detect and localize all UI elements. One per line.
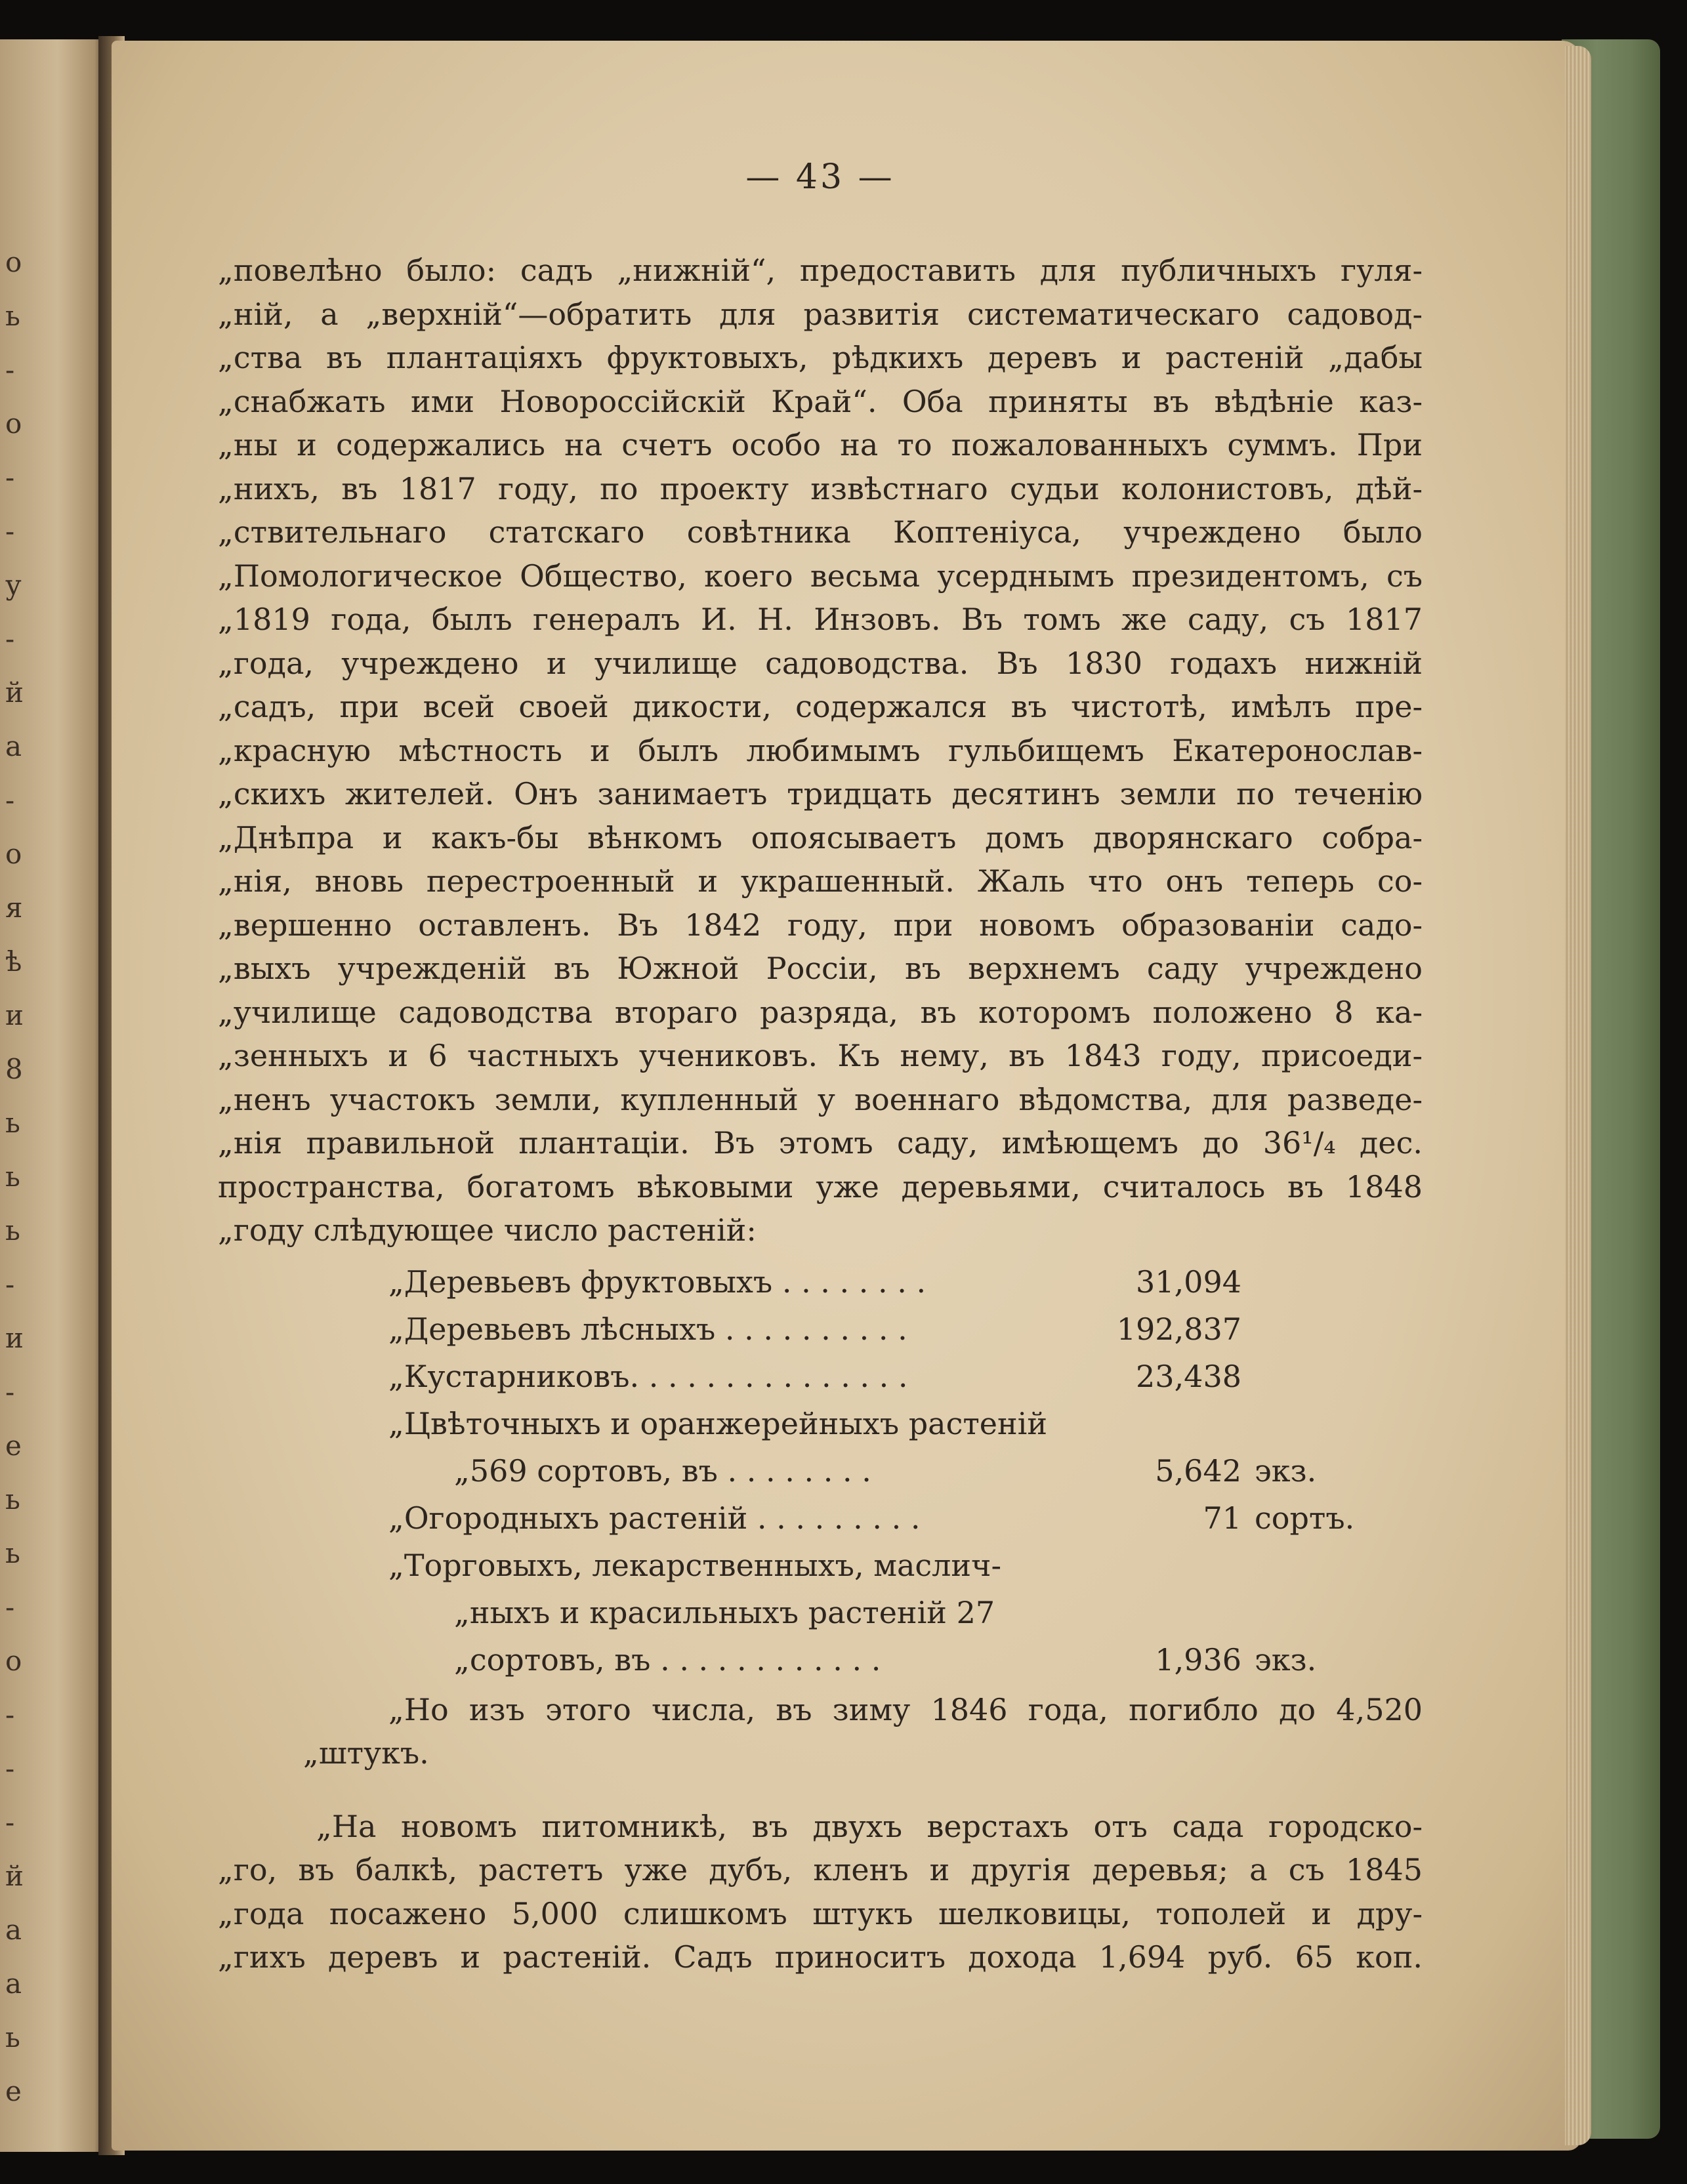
left-page-char: - (5, 1591, 15, 1623)
left-page-char: о (5, 1645, 22, 1677)
table-row-label: „Торговыхъ, лекарственныхъ, маслич- (388, 1547, 1001, 1583)
table-row-label: „сортовъ, въ . . . . . . . . . . . . (454, 1641, 881, 1678)
left-page-char: - (5, 1752, 15, 1784)
table-row-label: „Кустарниковъ. . . . . . . . . . . . . . . (388, 1358, 908, 1394)
text-line: „Днѣпра и какъ-бы вѣнкомъ опоясываетъ домъ дворянскаго собра- (218, 819, 1423, 855)
text-line: „года, учреждено и училище садоводства. Въ 1830 годахъ нижній (218, 645, 1423, 681)
text-line: „повелѣно было: садъ „нижній“, предоставить для публичныхъ гуля- (218, 253, 1423, 288)
table-row-value: 1,936 (1155, 1641, 1241, 1678)
text-line: „нія правильной плантаціи. Въ этомъ саду, имѣющемъ до 36¹/₄ дес. (218, 1125, 1423, 1161)
table-row-value: 192,837 (1116, 1311, 1241, 1347)
left-page-char: ь (5, 1214, 20, 1247)
table-row-label: „ныхъ и красильныхъ растеній 27 (454, 1594, 995, 1630)
left-page-char: 8 (5, 1053, 23, 1085)
left-page-char: - (5, 623, 15, 655)
text-line: „ненъ участокъ земли, купленный у военнаго вѣдомства, для разведе- (218, 1081, 1423, 1117)
table-row-label: „Огородныхъ растеній . . . . . . . . . (388, 1500, 921, 1536)
left-page-char: ь (5, 2021, 20, 2053)
table-row-value: 23,438 (1136, 1358, 1241, 1394)
text-line: „нихъ, въ 1817 году, по проекту извѣстнаго судьи колонистовъ, дѣй- (218, 470, 1423, 506)
left-page-char: - (5, 1268, 15, 1300)
left-page-char: - (5, 784, 15, 816)
table-row (218, 1592, 1423, 1634)
left-page-char: о (5, 407, 22, 440)
table-row (218, 1639, 1423, 1681)
text-line: пространства, богатомъ вѣковыми уже деревьями, считалось въ 1848 (218, 1168, 1423, 1205)
table-row-unit: экз. (1255, 1453, 1317, 1489)
table-row (218, 1308, 1423, 1350)
table-row-unit: экз. (1255, 1641, 1317, 1678)
text-line: „снабжать ими Новороссійскій Край“. Оба приняты въ вѣдѣніе каз- (218, 383, 1423, 419)
text-line: „штукъ. (303, 1735, 429, 1771)
text-line: „училище садоводства втораго разряда, въ которомъ положено 8 ка- (218, 994, 1423, 1030)
left-page-char: и (5, 999, 24, 1031)
text-line: „красную мѣстность и былъ любимымъ гульбищемъ Екатеронослав- (218, 732, 1423, 768)
left-page-char: а (5, 1968, 22, 2000)
table-row (218, 1261, 1423, 1303)
text-line: „зенныхъ и 6 частныхъ учениковъ. Къ нему, въ 1843 году, присоеди- (218, 1038, 1423, 1073)
table-row-unit: сортъ. (1255, 1500, 1355, 1536)
left-page-char: - (5, 1376, 15, 1408)
left-page-char: - (5, 1699, 15, 1731)
left-page-char: я (5, 892, 23, 924)
text-line: „На новомъ питомникѣ, въ двухъ верстахъ отъ сада городско- (316, 1808, 1423, 1844)
table-row-value: 31,094 (1136, 1264, 1241, 1300)
text-line: „вершенно оставленъ. Въ 1842 году, при новомъ образованіи садо- (218, 907, 1423, 943)
text-line: „1819 года, былъ генералъ И. Н. Инзовъ. Въ томъ же саду, съ 1817 (218, 602, 1423, 637)
left-page-char: у (5, 569, 22, 601)
table-row (218, 1450, 1423, 1492)
text-line: „Но изъ этого числа, въ зиму 1846 года, погибло до 4,520 (388, 1691, 1423, 1727)
text-line: „Помологическое Общество, коего весьма усерднымъ президентомъ, съ (218, 558, 1423, 594)
left-page-char: ь (5, 1483, 20, 1515)
page-stack-edge (1565, 46, 1591, 2145)
left-page-char: о (5, 246, 22, 278)
page-number: — 43 — (745, 157, 895, 197)
table-row-label: „Деревьевъ фруктовыхъ . . . . . . . . (388, 1264, 927, 1300)
left-page-char: и (5, 1322, 24, 1354)
left-page-char: ѣ (5, 945, 22, 978)
left-page-char: ь (5, 1107, 20, 1139)
left-page-char: - (5, 515, 15, 547)
text-line: „нія, вновь перестроенный и украшенный. Жаль что онъ теперь со- (218, 863, 1423, 899)
left-page-char: - (5, 1806, 15, 1838)
left-page-char: а (5, 1914, 22, 1946)
table-row-label: „Цвѣточныхъ и оранжерейныхъ растеній (388, 1405, 1048, 1441)
text-line: „году слѣдующее число растеній: (218, 1212, 757, 1248)
table-row (218, 1544, 1423, 1586)
text-line: „ства въ плантаціяхъ фруктовыхъ, рѣдкихъ деревъ и растеній „дабы (218, 340, 1423, 375)
text-line: „го, въ балкѣ, растетъ уже дубъ, кленъ и другія деревья; а съ 1845 (218, 1852, 1423, 1887)
table-row-label: „569 сортовъ, въ . . . . . . . . (454, 1453, 871, 1489)
text-line: „садъ, при всей своей дикости, содержался въ чистотѣ, имѣлъ пре- (218, 689, 1423, 724)
table-row (218, 1497, 1423, 1539)
left-page-char: е (5, 1430, 22, 1462)
left-page-char: - (5, 354, 15, 386)
text-line: „ствительнаго статскаго совѣтника Коптеніуса, учреждено было (218, 514, 1423, 550)
table-row-label: „Деревьевъ лѣсныхъ . . . . . . . . . . (388, 1311, 907, 1347)
text-line: „выхъ учрежденій въ Южной Россіи, въ верхнемъ саду учреждено (218, 951, 1423, 986)
left-page-char: а (5, 730, 22, 762)
text-line: „года посажено 5,000 слишкомъ штукъ шелковицы, тополей и дру- (218, 1895, 1423, 1931)
text-line: „скихъ жителей. Онъ занимаетъ тридцать десятинъ земли по теченію (218, 776, 1423, 812)
left-page-char: ь (5, 1537, 20, 1569)
left-page-char: й (5, 676, 24, 709)
text-line: „гихъ деревъ и растеній. Садъ приноситъ дохода 1,694 руб. 65 коп. (218, 1939, 1423, 1975)
left-page-char: ь (5, 300, 20, 332)
left-page-char: ь (5, 1161, 20, 1193)
text-line: „ны и содержались на счетъ особо на то пожалованныхъ суммъ. При (218, 427, 1423, 463)
table-row-value: 71 (1203, 1500, 1241, 1536)
table-row (218, 1403, 1423, 1445)
left-page-char: й (5, 1860, 24, 1892)
table-row-value: 5,642 (1155, 1453, 1241, 1489)
left-page-char: о (5, 838, 22, 870)
left-page-margin (0, 39, 105, 2152)
left-page-char: - (5, 461, 15, 493)
text-line: „ній, а „верхній“—обратить для развитія систематическаго садовод- (218, 296, 1423, 332)
left-page-char: е (5, 2075, 22, 2107)
table-row (218, 1355, 1423, 1397)
